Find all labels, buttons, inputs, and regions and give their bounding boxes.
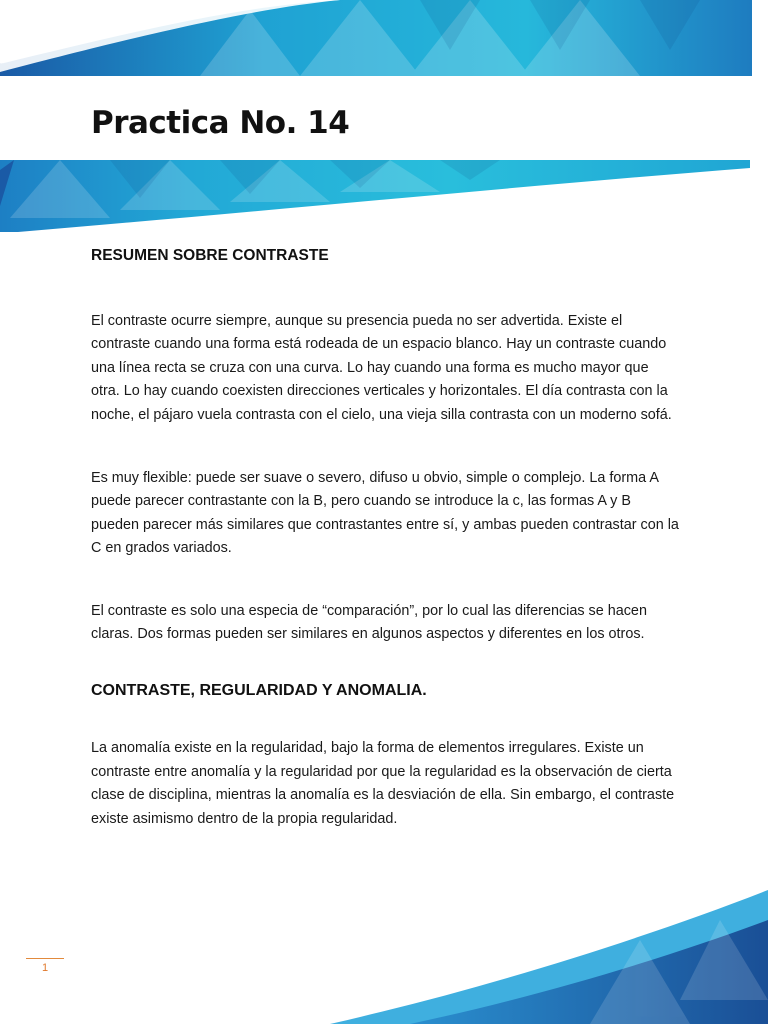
document-body — [91, 240, 681, 831]
title-underline-banner — [0, 158, 768, 234]
paragraph-comparacion: El contraste es solo una especia de “comparación”, por lo cual las diferencias se hacen claras. Dos formas pueden ser similares en algunos aspectos y diferentes en los otros. — [91, 602, 647, 643]
paragraph-anomalia: La anomalía existe en la regularidad, bajo la forma de elementos irregulares. Existe un contraste entre anomalía y la regularidad por que la regularidad es la observación de cierta clase de disciplina, mientras la anomalía es la desviación de ella. Sin embargo, el contraste existe asimismo dentro de la propia regularidad. — [91, 740, 675, 827]
paragraph-flexible: Es muy flexible: puede ser suave o severo, difuso u obvio, simple o complejo. La forma A puede parecer contrastante con la B, pero cuando se introduce la c, las formas A y B pueden parecer más similares que contrastantes entre sí, y ambas pueden contrastar con la C en grados variados. — [91, 470, 679, 557]
section-heading-regularidad: CONTRASTE, REGULARIDAD Y ANOMALIA. — [91, 682, 427, 700]
page-number: 1 — [41, 962, 49, 974]
page-title: Practica No. 14 — [91, 105, 350, 141]
paragraph-contraste-intro: El contraste ocurre siempre, aunque su presencia pueda no ser advertida. Existe el contraste cuando una forma está rodeada de un espacio blanco. Hay un contraste cuando una línea recta se cruza con una curva. Lo hay cuando una forma es mucho mayor que otra. Lo hay cuando coexisten direcciones verticales y horizontales. El día contrasta con la noche, el pájaro vuela contrasta con el cielo, una vieja silla contrasta con un moderno sofá. — [91, 313, 672, 423]
section-heading-resumen: RESUMEN SOBRE CONTRASTE — [91, 247, 329, 264]
header-banner — [0, 0, 768, 80]
footer-wave — [0, 880, 768, 1024]
page-number-rule — [26, 958, 64, 959]
